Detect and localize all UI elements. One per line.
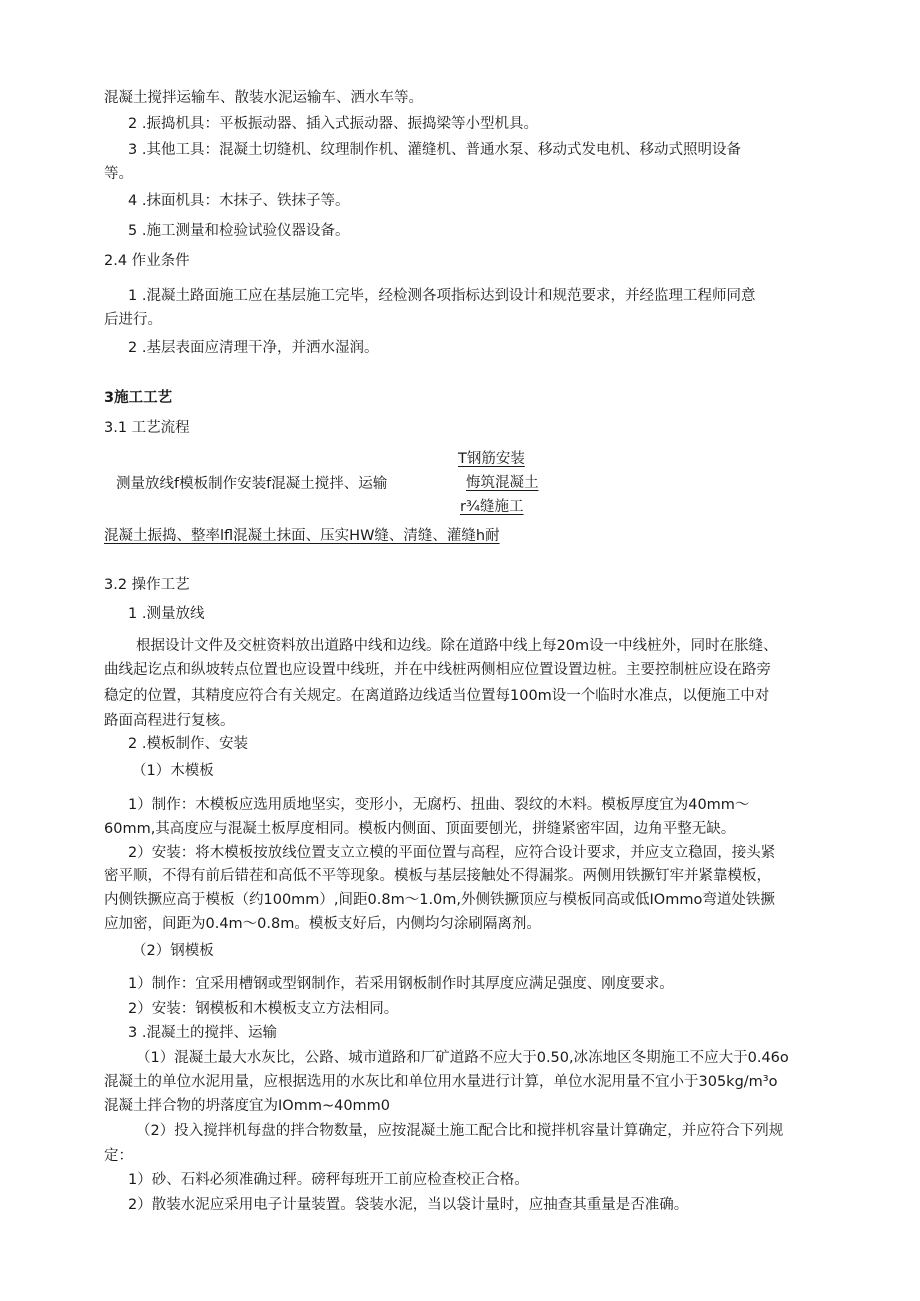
flow-step: 测量放线f模板制作安装f混凝土搅拌、运输 (116, 476, 388, 492)
paragraph-line: 密平顺，不得有前后错茬和高低不平等现象。模板与基层接触处不得漏浆。两侧用铁撅钉牢并紧靠模板， (104, 868, 771, 884)
subsection-heading: 3.1 工艺流程 (104, 420, 190, 436)
paragraph-line: 1）制作：宜采用槽钢或型钢制作，若采用钢板制作时其厚度应满足强度、刚度要求。 (128, 976, 674, 992)
list-item: 4 .抹面机具：木抹子、铁抹子等。 (128, 193, 350, 209)
paragraph-line: 稳定的位置，其精度应符合有关规定。在离道路边线适当位置每100m设一个临时水准点，以便施工中对 (104, 688, 770, 704)
paragraph-line: 2）安装：将木模板按放线位置支立立模的平面位置与高程，应符合设计要求，并应支立稳固，接头紧 (128, 845, 776, 861)
list-item: 2 .基层表面应清理干净，并洒水湿润。 (128, 340, 379, 356)
paragraph-line: 混凝土的单位水泥用量，应根据选用的水灰比和单位用水量进行计算，单位水泥用量不宜小于305kg∕m³o (104, 1074, 778, 1090)
paragraph-line: 应加密，间距为0.4m〜0.8m。模板支好后，内侧均匀涂刷隔离剂。 (104, 916, 541, 932)
paragraph-line: 根据设计文件及交桩资料放出道路中线和边线。除在道路中线上每20m设一中线桩外，同时在胀缝、 (136, 638, 778, 654)
paragraph-line: 曲线起讫点和纵坡转点位置也应设置中线班，并在中线桩两侧相应位置设置边桩。主要控制桩应设在路旁 (104, 662, 771, 678)
flow-step: r¾缝施工 (460, 499, 524, 515)
list-item: 2 .振捣机具：平板振动器、插入式振动器、振捣梁等小型机具。 (128, 116, 538, 132)
list-item: （2）钢模板 (132, 943, 214, 959)
paragraph-line: 混凝土拌合物的坍落度宜为IOmm~40mm0 (104, 1098, 391, 1114)
text-line: 后进行。 (104, 312, 162, 328)
paragraph-line: 路面高程进行复核。 (104, 713, 235, 729)
list-item: 5 .施工测量和检验试验仪器设备。 (128, 223, 350, 239)
text-line: 等。 (104, 166, 133, 182)
list-item: （1）木模板 (132, 763, 214, 779)
text-line: 混凝土搅拌运输车、散装水泥运输车、洒水车等。 (104, 90, 423, 106)
section-heading: 3施工工艺 (104, 390, 173, 406)
paragraph-line: （2）投入搅拌机每盘的拌合物数量，应按混凝土施工配合比和搅拌机容量计算确定，并应符合下列规 (136, 1123, 784, 1139)
paragraph-line: 内侧铁撅应高于模板（约100mm）,间距0.8m〜1.0m,外侧铁撅顶应与模板同高或低IOmmo弯道处铁撅 (104, 892, 775, 908)
paragraph-line: 2）安装：钢模板和木模板支立方法相同。 (128, 1001, 399, 1017)
list-item: 3 .混凝土的搅拌、运输 (128, 1025, 277, 1041)
paragraph-line: （1）混凝土最大水灰比，公路、城市道路和厂矿道路不应大于0.50,冰冻地区冬期施工不应大于0.46o (136, 1050, 789, 1066)
paragraph-line: 1）砂、石料必须准确过秤。磅秤每班开工前应检查校正合格。 (128, 1172, 529, 1188)
list-item: 1 .混凝土路面施工应在基层施工完毕，经检测各项指标达到设计和规范要求，并经监理工程师同意 (128, 288, 756, 304)
flow-step: 混凝土振捣、整率lfl混凝土抹面、压实HW缝、清缝、灌缝h耐 (104, 528, 500, 544)
subsection-heading: 3.2 操作工艺 (104, 577, 190, 593)
flow-step: 悔筑混凝土 (466, 475, 539, 491)
subsection-heading: 2.4 作业条件 (104, 253, 190, 269)
paragraph-line: 定： (104, 1148, 133, 1164)
list-item: 3 .其他工具：混凝土切缝机、纹理制作机、灌缝机、普通水泵、移动式发电机、移动式照明设备 (128, 142, 741, 158)
list-item: 2 .模板制作、安装 (128, 736, 248, 752)
paragraph-line: 60mm,其高度应与混凝土板厚度相同。模板内侧面、顶面要刨光，拼缝紧密牢固，边角平整无缺。 (104, 821, 736, 837)
paragraph-line: 2）散装水泥应采用电子计量装置。袋装水泥，当以袋计量时，应抽查其重量是否准确。 (128, 1197, 689, 1213)
flow-step: T钢筋安装 (458, 451, 525, 467)
list-item: 1 .测量放线 (128, 606, 205, 622)
paragraph-line: 1）制作：木模板应选用质地坚实，变形小，无腐朽、扭曲、裂纹的木料。模板厚度宜为40mm〜 (128, 797, 750, 813)
